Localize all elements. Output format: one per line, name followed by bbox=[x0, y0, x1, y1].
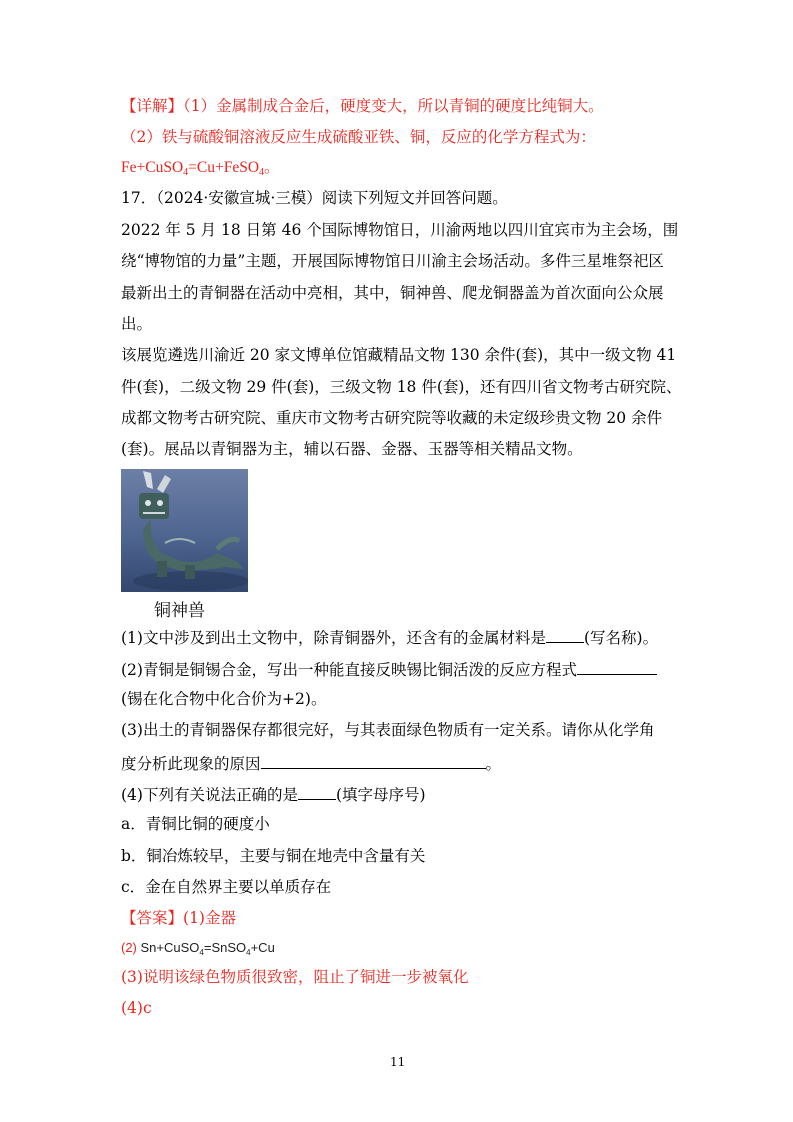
q4-answer-blank[interactable] bbox=[298, 783, 336, 800]
detail-equation bbox=[121, 158, 280, 183]
answer-2-sub-2: 4 bbox=[246, 948, 251, 957]
para1-line-2: 绕“博物馆的力量”主题，开展国际博物馆日川渝主会场活动。多件三星堆祭祀区 bbox=[121, 252, 664, 270]
q4-line bbox=[121, 783, 426, 805]
q3-line-1: (3)出土的青铜器保存都很完好，与其表面绿色物质有一定关系。请你从化学角 bbox=[121, 721, 655, 739]
q2-text: (2)青铜是铜锡合金，写出一种能直接反映锡比铜活泼的反应方程式 bbox=[121, 661, 577, 679]
q3-text: 度分析此现象的原因 bbox=[121, 755, 261, 773]
q2-answer-blank[interactable] bbox=[577, 658, 657, 675]
eq-end: 。 bbox=[264, 159, 280, 176]
answer-2 bbox=[121, 938, 275, 963]
q1-answer-blank[interactable] bbox=[546, 626, 584, 643]
answer-4: (4)c bbox=[121, 999, 152, 1017]
q1-line bbox=[121, 626, 658, 648]
bronze-beast-photo bbox=[121, 469, 248, 592]
photo-caption: 铜神兽 bbox=[154, 601, 205, 621]
detail-tag: 【详解】 bbox=[121, 97, 184, 115]
q1-text: (1)文中涉及到出土文物中，除青铜器外，还含有的金属材料是 bbox=[121, 629, 546, 647]
q3-answer-blank[interactable] bbox=[261, 752, 486, 769]
para1-line-1: 2022 年 5 月 18 日第 46 个国际博物馆日，川渝两地以四川宜宾市为主会场，围 bbox=[121, 221, 679, 239]
answer-1: (1)金器 bbox=[183, 909, 236, 927]
page-number: 11 bbox=[390, 1055, 406, 1069]
q4-suffix: (填字母序号) bbox=[335, 786, 426, 804]
answer-2-part-1: Sn+CuSO bbox=[140, 940, 200, 955]
detail-line-1 bbox=[121, 96, 604, 116]
eq-part-2: =Cu+FeSO bbox=[188, 159, 260, 176]
answer-2-part-2: =SnSO bbox=[203, 940, 247, 955]
bronze-beast-illustration bbox=[121, 469, 248, 592]
answer-2-label: (2) bbox=[121, 940, 141, 955]
question-header: 17．（2024·安徽宣城·三模）阅读下列短文并回答问题。 bbox=[121, 189, 508, 207]
answer-line-1 bbox=[121, 908, 236, 928]
q1-suffix: (写名称)。 bbox=[583, 629, 659, 647]
q4-text: (4)下列有关说法正确的是 bbox=[121, 786, 298, 804]
para2-line-4: (套)。展品以青铜器为主，辅以石器、金器、玉器等相关精品文物。 bbox=[121, 440, 583, 458]
para2-line-3: 成都文物考古研究院、重庆市文物考古研究院等收藏的未定级珍贵文物 20 余件 bbox=[121, 409, 663, 427]
eq-part-1: Fe+CuSO bbox=[121, 159, 184, 176]
para1-line-4: 出。 bbox=[121, 315, 153, 333]
answer-2-part-3: +Cu bbox=[250, 940, 275, 955]
detail-line-2: （2）铁与硫酸铜溶液反应生成硫酸亚铁、铜，反应的化学方程式为： bbox=[121, 128, 596, 146]
eq-sub-1: 4 bbox=[183, 167, 189, 178]
para1-line-3: 最新出土的青铜器在活动中亮相，其中，铜神兽、爬龙铜器盖为首次面向公众展 bbox=[121, 284, 664, 302]
option-c: c．金在自然界主要以单质存在 bbox=[121, 878, 332, 896]
answer-3: (3)说明该绿色物质很致密，阻止了铜进一步被氧化 bbox=[121, 968, 469, 986]
answer-tag: 【答案】 bbox=[121, 909, 184, 927]
q2-line bbox=[121, 658, 657, 680]
answer-2-sub-1: 4 bbox=[199, 948, 204, 957]
eq-sub-2: 4 bbox=[259, 167, 265, 178]
para2-line-2: 件(套)，二级文物 29 件(套)，三级文物 18 件(套)，还有四川省文物考古研究院、 bbox=[121, 378, 682, 396]
option-b: b．铜冶炼较早，主要与铜在地壳中含量有关 bbox=[121, 847, 426, 865]
q2-note: (锡在化合物中化合价为+2)。 bbox=[121, 690, 327, 708]
option-a: a．青铜比铜的硬度小 bbox=[121, 815, 270, 833]
q3-line-2 bbox=[121, 752, 501, 774]
q3-suffix: 。 bbox=[485, 755, 502, 773]
para2-line-1: 该展览遴选川渝近 20 家文博单位馆藏精品文物 130 余件(套)，其中一级文物 41 bbox=[121, 346, 677, 364]
detail-text-1: （1）金属制成合金后，硬度变大，所以青铜的硬度比纯铜大。 bbox=[183, 97, 604, 115]
